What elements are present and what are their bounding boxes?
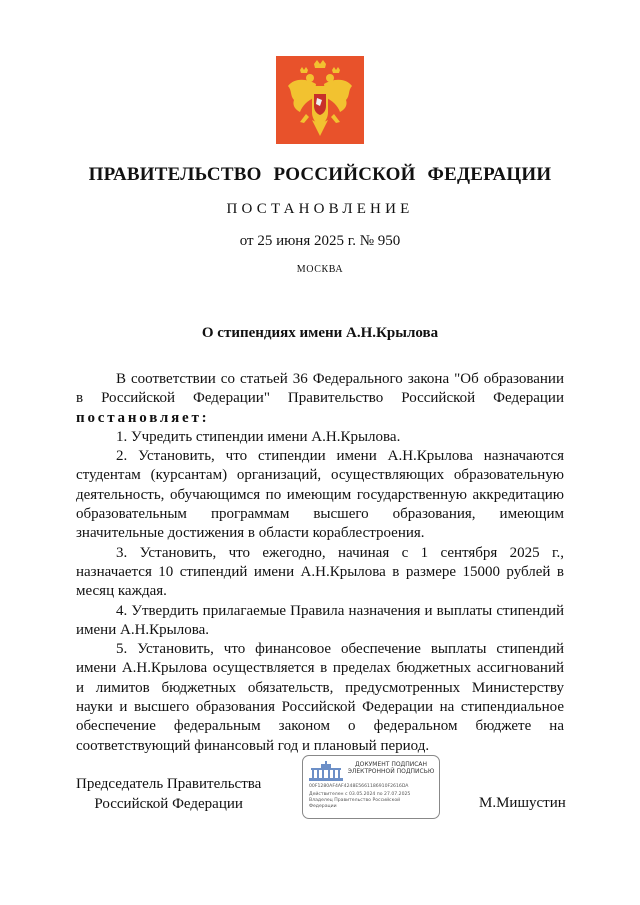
signer-position <box>76 775 261 814</box>
stamp-serial: 00F1280AF4AF4248E5661186910F2616DA <box>309 784 409 789</box>
document-title: О стипендиях имени А.Н.Крылова <box>201 325 439 341</box>
decree-word: постановляет: <box>76 409 210 426</box>
signer-position-line-2: Российской Федерации <box>94 795 243 812</box>
stamp-owner-line-1: Владелец Правительство Российской <box>309 798 401 803</box>
decree-item-3: 3. Установить, что ежегодно, начиная с 1 сентября 2025 г., назначается 10 стипендий имени А.Н.Крылова в размере 15000 рублей в месяц каждая. <box>76 544 564 600</box>
decree-item-5: 5. Установить, что финансовое обеспечение выплаты стипендий имени А.Н.Крылова осуществляется в пределах бюджетных ассигнований и лимитов бюджетных обязательств, предусмотренных Министерству науки и высшего образования Российской Федерации на стипендиальное обеспечение федеральным законом о федеральном бюджете на соответствующий финансовый год и плановый период. <box>76 641 564 754</box>
signer-position-line-1: Председатель Правительства <box>76 776 262 792</box>
stamp-heading-line-1: ДОКУМЕНТ ПОДПИСАН <box>354 761 428 768</box>
decree-item-4: 4. Утвердить прилагаемые Правила назначения и выплаты стипендий имени А.Н.Крылова. <box>76 602 564 638</box>
stamp-validity: Действителен с 03.05.2024 по 27.07.2025 <box>309 792 411 797</box>
stamp-heading <box>347 761 435 775</box>
document-date-number: от 25 июня 2025 г. № 950 <box>239 233 401 249</box>
decree-item-2: 2. Установить, что стипендии имени А.Н.Крылова назначаются студентам (курсантам) организаций, осуществляющих образовательную деятельность, обучающимся по имеющим государственную аккредитацию образовательным программам высшего образования, имеющим значительные достижения в области кораблестроения. <box>76 448 564 542</box>
stamp-owner-line-2: Федерации <box>309 804 337 809</box>
preamble-paragraph <box>76 370 564 428</box>
electronic-signature-stamp <box>302 755 440 819</box>
stamp-heading-line-2: ЭЛЕКТРОННОЙ ПОДПИСЬЮ <box>347 768 435 775</box>
government-name: ПРАВИТЕЛЬСТВО РОССИЙСКОЙ ФЕДЕРАЦИИ <box>88 164 552 185</box>
document-city: МОСКВА <box>296 264 344 275</box>
government-building-icon <box>309 761 343 785</box>
decree-item-1: 1. Учредить стипендии имени А.Н.Крылова. <box>116 428 401 445</box>
preamble-text: В соответствии со статьей 36 Федерального закона "Об образовании в Российской Федерации" Правительство Российской Федерации <box>76 371 564 407</box>
document-type: ПОСТАНОВЛЕНИЕ <box>226 201 414 217</box>
signer-name: М.Мишустин <box>479 795 566 811</box>
document-body <box>76 370 564 756</box>
coat-of-arms-icon <box>276 56 364 144</box>
